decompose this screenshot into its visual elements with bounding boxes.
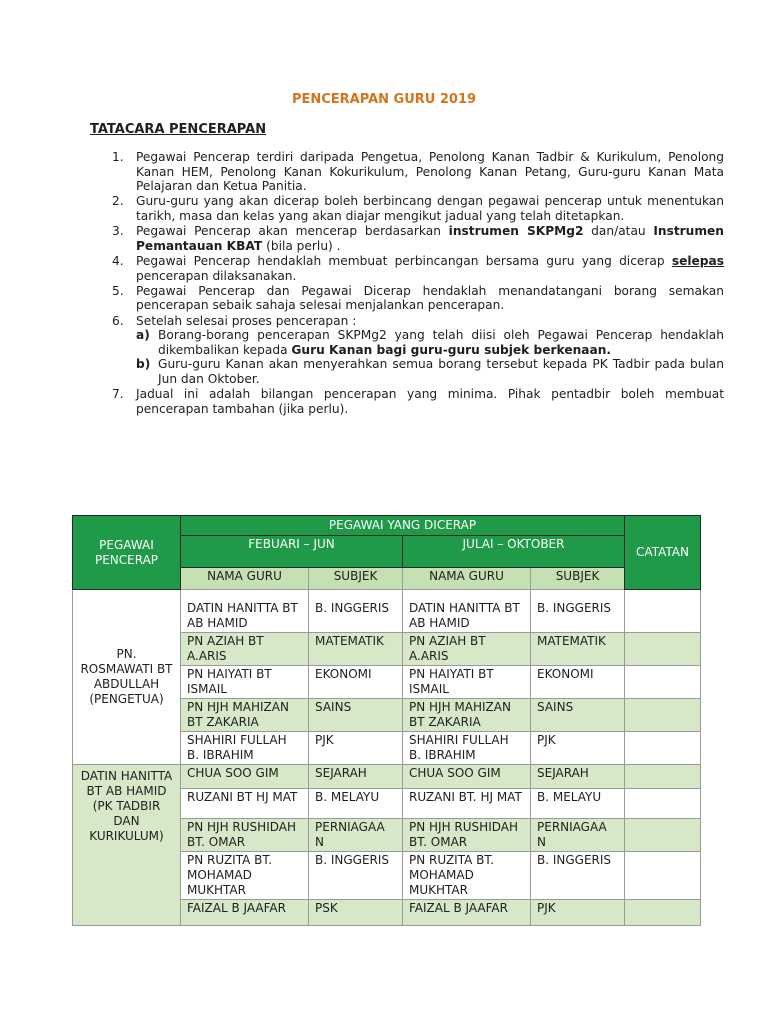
item-number: 2. <box>112 194 124 209</box>
item-text: Pegawai Pencerap dan Pegawai Dicerap hendaklah menandatangani borang semakan pencerapan sebaik sahaja selesai menjalankan pencerapan. <box>136 283 724 313</box>
header-catatan: CATATAN <box>625 516 701 590</box>
nama-guru-cell: PN HJH RUSHIDAH BT. OMAR <box>403 819 531 852</box>
item-text: (bila perlu) . <box>262 238 341 253</box>
nama-guru-cell: PN HJH MAHIZAN BT ZAKARIA <box>403 699 531 732</box>
item-emphasis-text: selepas <box>671 253 724 268</box>
nama-guru-cell: SHAHIRI FULLAH B. IBRAHIM <box>403 732 531 765</box>
sub-item-label: a) <box>136 328 150 343</box>
list-item <box>112 150 724 194</box>
catatan-cell <box>625 666 701 699</box>
subjek-cell: EKONOMI <box>309 666 403 699</box>
nama-guru-cell: PN HAIYATI BT ISMAIL <box>403 666 531 699</box>
item-text: Jadual ini adalah bilangan pencerapan yang minima. Pihak pentadbir boleh membuat pencerapan tambahan (jika perlu). <box>136 387 724 416</box>
item-text: Setelah selesai proses pencerapan : <box>136 313 357 328</box>
list-item <box>112 253 724 283</box>
nama-guru-cell: PN HJH RUSHIDAH BT. OMAR <box>181 819 309 852</box>
sub-list-item <box>136 357 724 386</box>
subjek-cell: B. INGGERIS <box>531 590 625 633</box>
subjek-cell: PJK <box>531 900 625 926</box>
catatan-cell <box>625 789 701 819</box>
subjek-cell: PERNIAGAA N <box>531 819 625 852</box>
catatan-cell <box>625 590 701 633</box>
item-bold-text: Instrumen Pemantauan KBAT <box>136 224 724 253</box>
subjek-cell: SEJARAH <box>309 765 403 789</box>
list-item <box>112 313 724 387</box>
sub-item-text: Guru-guru Kanan akan menyerahkan semua borang tersebut kepada PK Tadbir pada bulan Jun dan Oktober. <box>158 357 724 386</box>
nama-guru-cell: PN RUZITA BT. MOHAMAD MUKHTAR <box>181 852 309 900</box>
subjek-cell: B. INGGERIS <box>309 852 403 900</box>
item-bold-text: instrumen SKPMg2 <box>448 224 584 239</box>
header-period-2: JULAI – OKTOBER <box>403 536 625 568</box>
sub-item-text: Borang-borang pencerapan SKPMg2 yang telah diisi oleh Pegawai Pencerap hendaklah dikembalikan kepada <box>158 328 724 357</box>
subjek-cell: EKONOMI <box>531 666 625 699</box>
subjek-cell: PSK <box>309 900 403 926</box>
catatan-cell <box>625 732 701 765</box>
nama-guru-cell: CHUA SOO GIM <box>181 765 309 789</box>
subjek-cell: PJK <box>531 732 625 765</box>
catatan-cell <box>625 633 701 666</box>
nama-guru-cell: DATIN HANITTA BT AB HAMID <box>181 590 309 633</box>
list-item <box>112 194 724 223</box>
item-text: pencerapan dilaksanakan. <box>136 268 297 283</box>
item-number: 7. <box>112 387 124 402</box>
pencerap-cell: DATIN HANITTA BT AB HAMID (PK TADBIR DAN KURIKULUM) <box>73 765 181 926</box>
nama-guru-cell: SHAHIRI FULLAH B. IBRAHIM <box>181 732 309 765</box>
item-text: Pegawai Pencerap akan mencerap berdasarkan <box>136 224 449 239</box>
item-text: Pegawai Pencerap hendaklah membuat perbincangan bersama guru yang dicerap <box>136 253 672 268</box>
subjek-cell: MATEMATIK <box>309 633 403 666</box>
pencerap-cell: PN. ROSMAWATI BT ABDULLAH (PENGETUA) <box>73 590 181 765</box>
header-nama-guru: NAMA GURU <box>181 568 309 590</box>
sub-item-bold-text: Guru Kanan bagi guru-guru subjek berkenaan. <box>291 342 612 357</box>
subjek-cell: B. MELAYU <box>531 789 625 819</box>
sub-list <box>136 328 724 386</box>
list-item <box>112 224 724 253</box>
section-heading: TATACARA PENCERAPAN <box>90 122 267 137</box>
item-text: Guru-guru yang akan dicerap boleh berbincang dengan pegawai pencerap untuk menentukan tarikh, masa dan kelas yang akan diajar mengikut jadual yang telah ditetapkan. <box>136 194 724 223</box>
observation-schedule-table <box>72 515 701 926</box>
list-item <box>112 387 724 416</box>
nama-guru-cell: FAIZAL B JAAFAR <box>181 900 309 926</box>
sub-item-label: b) <box>136 357 151 372</box>
subjek-cell: PJK <box>309 732 403 765</box>
sub-list-item <box>136 328 724 357</box>
nama-guru-cell: PN HJH MAHIZAN BT ZAKARIA <box>181 699 309 732</box>
catatan-cell <box>625 765 701 789</box>
nama-guru-cell: RUZANI BT HJ MAT <box>181 789 309 819</box>
header-pegawai-pencerap: PEGAWAI PENCERAP <box>73 516 181 590</box>
subjek-cell: PERNIAGAA N <box>309 819 403 852</box>
item-number: 5. <box>112 283 124 298</box>
nama-guru-cell: PN AZIAH BT A.ARIS <box>403 633 531 666</box>
nama-guru-cell: PN HAIYATI BT ISMAIL <box>181 666 309 699</box>
procedure-list <box>90 150 724 417</box>
item-text: dan/atau <box>583 224 654 239</box>
nama-guru-cell: PN RUZITA BT. MOHAMAD MUKHTAR <box>403 852 531 900</box>
nama-guru-cell: FAIZAL B JAAFAR <box>403 900 531 926</box>
item-number: 4. <box>112 253 124 268</box>
subjek-cell: SEJARAH <box>531 765 625 789</box>
header-nama-guru: NAMA GURU <box>403 568 531 590</box>
subjek-cell: B. INGGERIS <box>531 852 625 900</box>
catatan-cell <box>625 819 701 852</box>
header-period-1: FEBUARI – JUN <box>181 536 403 568</box>
header-pegawai-dicerap: PEGAWAI YANG DICERAP <box>181 516 625 536</box>
catatan-cell <box>625 900 701 926</box>
catatan-cell <box>625 852 701 900</box>
header-subjek: SUBJEK <box>531 568 625 590</box>
subjek-cell: B. INGGERIS <box>309 590 403 633</box>
item-number: 3. <box>112 224 124 239</box>
item-text: Pegawai Pencerap terdiri daripada Pengetua, Penolong Kanan Tadbir & Kurikulum, Penolong Kanan HEM, Penolong Kanan Kokurikulum, Penolong Kanan Petang, Guru-guru Kanan Mata Pelajaran dan Ketua Panitia. <box>136 150 724 194</box>
item-number: 6. <box>112 313 124 328</box>
header-subjek: SUBJEK <box>309 568 403 590</box>
document-title: PENCERAPAN GURU 2019 <box>291 92 477 107</box>
nama-guru-cell: DATIN HANITTA BT AB HAMID <box>403 590 531 633</box>
nama-guru-cell: RUZANI BT. HJ MAT <box>403 789 531 819</box>
subjek-cell: B. MELAYU <box>309 789 403 819</box>
subjek-cell: SAINS <box>309 699 403 732</box>
subjek-cell: MATEMATIK <box>531 633 625 666</box>
list-item <box>112 283 724 313</box>
catatan-cell <box>625 699 701 732</box>
nama-guru-cell: CHUA SOO GIM <box>403 765 531 789</box>
subjek-cell: SAINS <box>531 699 625 732</box>
nama-guru-cell: PN AZIAH BT A.ARIS <box>181 633 309 666</box>
item-number: 1. <box>112 150 124 164</box>
